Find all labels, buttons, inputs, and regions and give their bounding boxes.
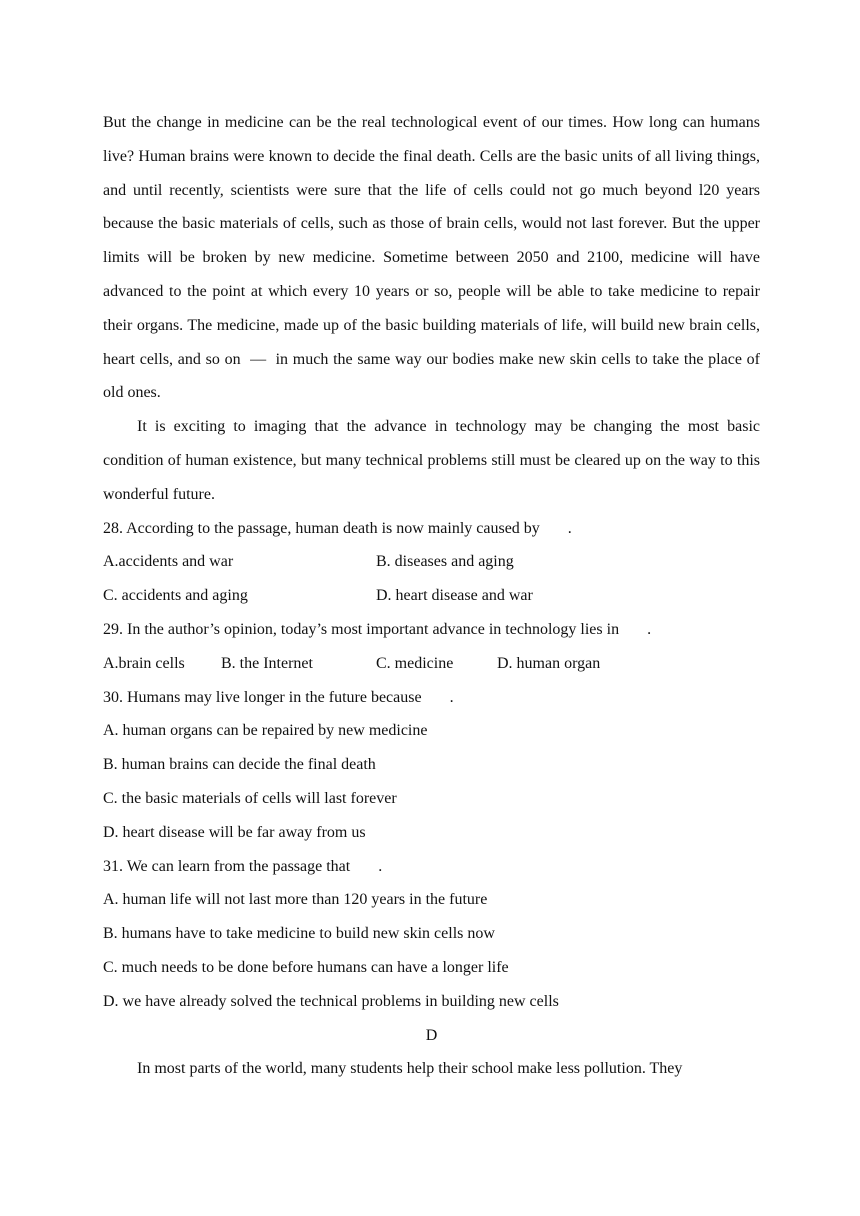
option-a: A. human life will not last more than 120 years in the future xyxy=(103,891,488,909)
option-b: B. the Internet xyxy=(221,654,313,672)
option-d: D. heart disease and war xyxy=(376,587,533,605)
question-29-end: . xyxy=(647,620,652,638)
question-stem xyxy=(103,512,760,546)
option-a: A. human organs can be repaired by new medicine xyxy=(103,722,428,740)
option-c: C. medicine xyxy=(376,654,454,672)
option-d: D. heart disease will be far away from us xyxy=(103,823,366,841)
question-28-end: . xyxy=(567,519,572,537)
question-30-stem: 30. Humans may live longer in the future because xyxy=(103,688,422,706)
question-31-stem: 31. We can learn from the passage that xyxy=(103,857,351,875)
question-30-end: . xyxy=(449,688,454,706)
option-a: A.brain cells xyxy=(103,654,185,672)
section-d-paragraph: In most parts of the world, many students help their school make less pollution. They xyxy=(137,1060,683,1078)
option-c: C. much needs to be done before humans can have a longer life xyxy=(103,958,509,976)
section-heading: D xyxy=(425,1026,438,1044)
options-row xyxy=(103,647,760,681)
question-stem xyxy=(103,613,760,647)
question-31 xyxy=(103,850,760,1019)
passage-paragraph-2: It is exciting to imaging that the advance in technology may be changing the most basic condition of human existence, but many technical problems still must be cleared up on the way to this wonderful future. xyxy=(103,418,760,503)
option-c: C. the basic materials of cells will last forever xyxy=(103,789,397,807)
option-c: C. accidents and aging xyxy=(103,587,248,605)
question-28-stem: 28. According to the passage, human death is now mainly caused by xyxy=(103,519,540,537)
question-stem xyxy=(103,681,760,715)
option-b: B. human brains can decide the final death xyxy=(103,756,376,774)
question-31-end: . xyxy=(378,857,383,875)
question-29 xyxy=(103,613,760,681)
option-d: D. we have already solved the technical problems in building new cells xyxy=(103,992,559,1010)
options-row xyxy=(103,579,760,613)
document-page xyxy=(103,106,760,1086)
question-28 xyxy=(103,512,760,613)
question-30 xyxy=(103,681,760,850)
options-row xyxy=(103,545,760,579)
passage-paragraph-1: But the change in medicine can be the real technological event of our times. How long can humans live? Human brains were known to decide the final death. Cells are the basic units of all living things, and until recently, scientists were sure that the life of cells could not go much beyond l20 years because the basic materials of cells, such as those of brain cells, would not last forever. But the upper limits will be broken by new medicine. Sometime between 2050 and 2100, medicine will have advanced to the point at which every 10 years or so, people will be able to take medicine to repair their organs. The medicine, made up of the basic building materials of life, will build new brain cells, heart cells, and so on — in much the same way our bodies make new skin cells to take the place of old ones. xyxy=(103,114,760,402)
option-a: A.accidents and war xyxy=(103,553,234,571)
question-29-stem: 29. In the author’s opinion, today’s most important advance in technology lies in xyxy=(103,620,620,638)
option-b: B. humans have to take medicine to build new skin cells now xyxy=(103,925,495,943)
option-b: B. diseases and aging xyxy=(376,553,514,571)
question-stem xyxy=(103,850,760,884)
option-d: D. human organ xyxy=(497,654,601,672)
